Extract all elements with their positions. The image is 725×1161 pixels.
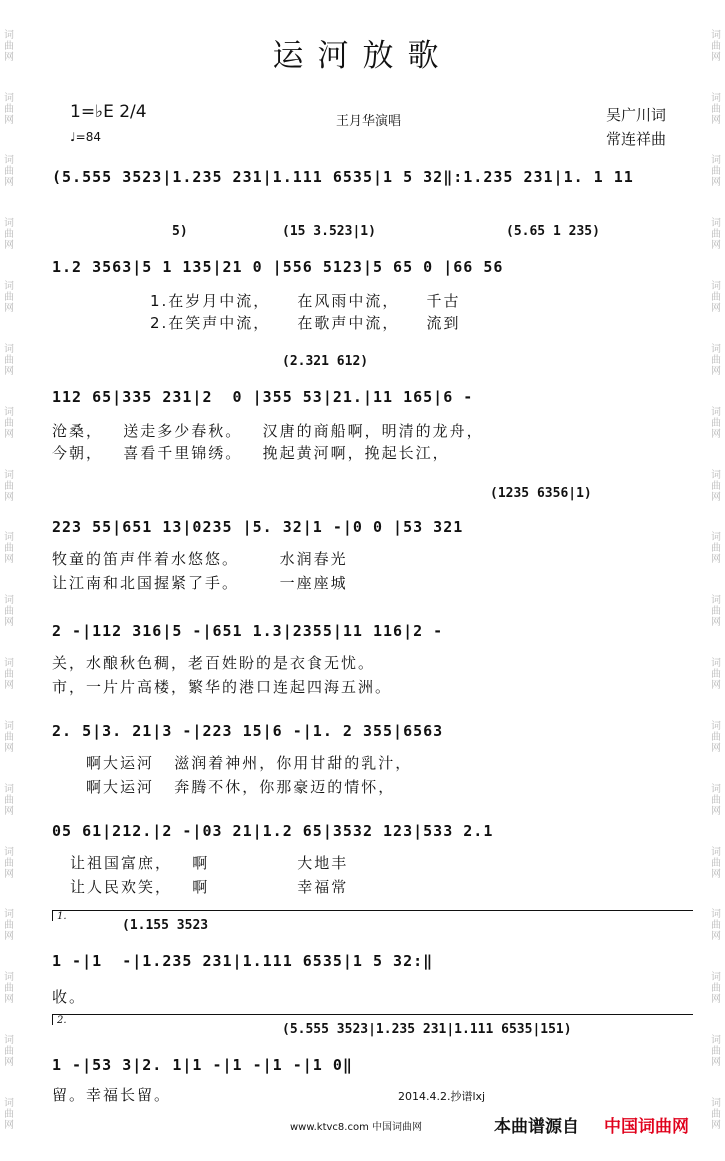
lyric-line-1: 1.在岁月中流， 在风雨中流， 千古 <box>150 292 461 310</box>
left-watermark: 词 曲 网 词 曲 网 词 曲 网 词 曲 网 词 曲 网 词 曲 网 词 曲 网 词 曲 网 词 曲 网 词 曲 网 词 曲 网 词 曲 网 词 曲 网 词 曲 网 词 曲 网 词 曲 网 词 曲 网 词 曲 网 <box>4 29 14 1131</box>
lyric-line-7: 关，水酿秋色稠，老百姓盼的是衣食无忧。 <box>52 654 376 672</box>
intro-mark-1: 5) <box>172 224 188 239</box>
intro-mark-2: (15 3.523|1) <box>282 224 376 239</box>
lyric-line-6: 让江南和北国握紧了手。 一座座城 <box>52 574 348 592</box>
score-row-9: 1 -|53 3|2. 1|1 -|1 -|1 -|1 0‖ <box>52 1056 353 1074</box>
lyric-line-8: 市，一片片高楼，繁华的港口连起四海五洲。 <box>52 678 393 696</box>
lyric-line-4: 今朝， 喜看千里锦绣。 挽起黄河啊，挽起长江， <box>52 444 450 462</box>
footer-url[interactable]: www.ktvc8.com 中国词曲网 <box>290 1122 423 1133</box>
score-row-5: 2 -|112 316|5 -|651 1.3|2355|11 116|2 - <box>52 622 444 640</box>
transcription-note: 2014.4.2.抄谱lxj <box>398 1090 486 1103</box>
lyric-line-3: 沧桑， 送走多少春秋。 汉唐的商船啊，明清的龙舟， <box>52 422 484 440</box>
score-row-3: 112 65|335 231|2 0 |355 53|21.|11 165|6 - <box>52 388 474 406</box>
lyric-line-5: 牧童的笛声伴着水悠悠。 水润春光 <box>52 550 348 568</box>
intro-mark-7: (5.555 3523|1.235 231|1.111 6535|151) <box>282 1022 572 1037</box>
lyric-line-11: 让祖国富庶， 啊 大地丰 <box>70 854 349 872</box>
lyricist-credit: 吴广川词 <box>606 106 667 124</box>
score-row-8: 1 -|1 -|1.235 231|1.111 6535|1 5 32:‖ <box>52 952 434 970</box>
lyric-line-14: 留。幸福长留。 <box>52 1086 172 1104</box>
intro-mark-5: (1235 6356|1) <box>490 486 592 501</box>
right-watermark: 词 曲 网 词 曲 网 词 曲 网 词 曲 网 词 曲 网 词 曲 网 词 曲 网 词 曲 网 词 曲 网 词 曲 网 词 曲 网 词 曲 网 词 曲 网 词 曲 网 词 曲 网 词 曲 网 词 曲 网 词 曲 网 <box>711 29 721 1131</box>
score-row-4: 223 55|651 13|0235 |5. 32|1 -|0 0 |53 321 <box>52 518 464 536</box>
lyric-line-10: 啊大运河 奔腾不休，你那豪迈的情怀， <box>86 778 396 796</box>
singer-credit: 王月华演唱 <box>336 114 402 129</box>
lyric-line-13: 收。 <box>52 988 87 1006</box>
key-signature: 1=♭E 2/4 <box>70 102 147 122</box>
score-row-1: (5.555 3523|1.235 231|1.111 6535|1 5 32‖:1.235 231|1. 1 11 <box>52 168 634 186</box>
site-name[interactable]: 中国词曲网 <box>604 1117 689 1137</box>
intro-mark-4: (2.321 612) <box>282 354 369 369</box>
score-row-2: 1.2 3563|5 1 135|21 0 |556 5123|5 65 0 |66 56 <box>52 258 504 276</box>
volta-1-bracket: 1. <box>52 910 693 921</box>
volta-2-bracket: 2. <box>52 1014 693 1025</box>
lyric-line-9: 啊大运河 滋润着神州，你用甘甜的乳汁， <box>86 754 413 772</box>
intro-mark-3: (5.65 1 235) <box>506 224 600 239</box>
composer-credit: 常连祥曲 <box>606 130 667 148</box>
song-title: 运河放歌 <box>272 38 453 74</box>
tempo-mark: ♩=84 <box>70 130 101 144</box>
source-label: 本曲谱源自 <box>494 1117 579 1137</box>
score-row-7: 05 61|212.|2 -|03 21|1.2 65|3532 123|533 2.1 <box>52 822 494 840</box>
intro-mark-6: (1.155 3523 <box>122 918 209 933</box>
lyric-line-2: 2.在笑声中流， 在歌声中流， 流到 <box>150 314 461 332</box>
score-row-6: 2. 5|3. 21|3 -|223 15|6 -|1. 2 355|6563 <box>52 722 444 740</box>
lyric-line-12: 让人民欢笑， 啊 幸福常 <box>70 878 349 896</box>
